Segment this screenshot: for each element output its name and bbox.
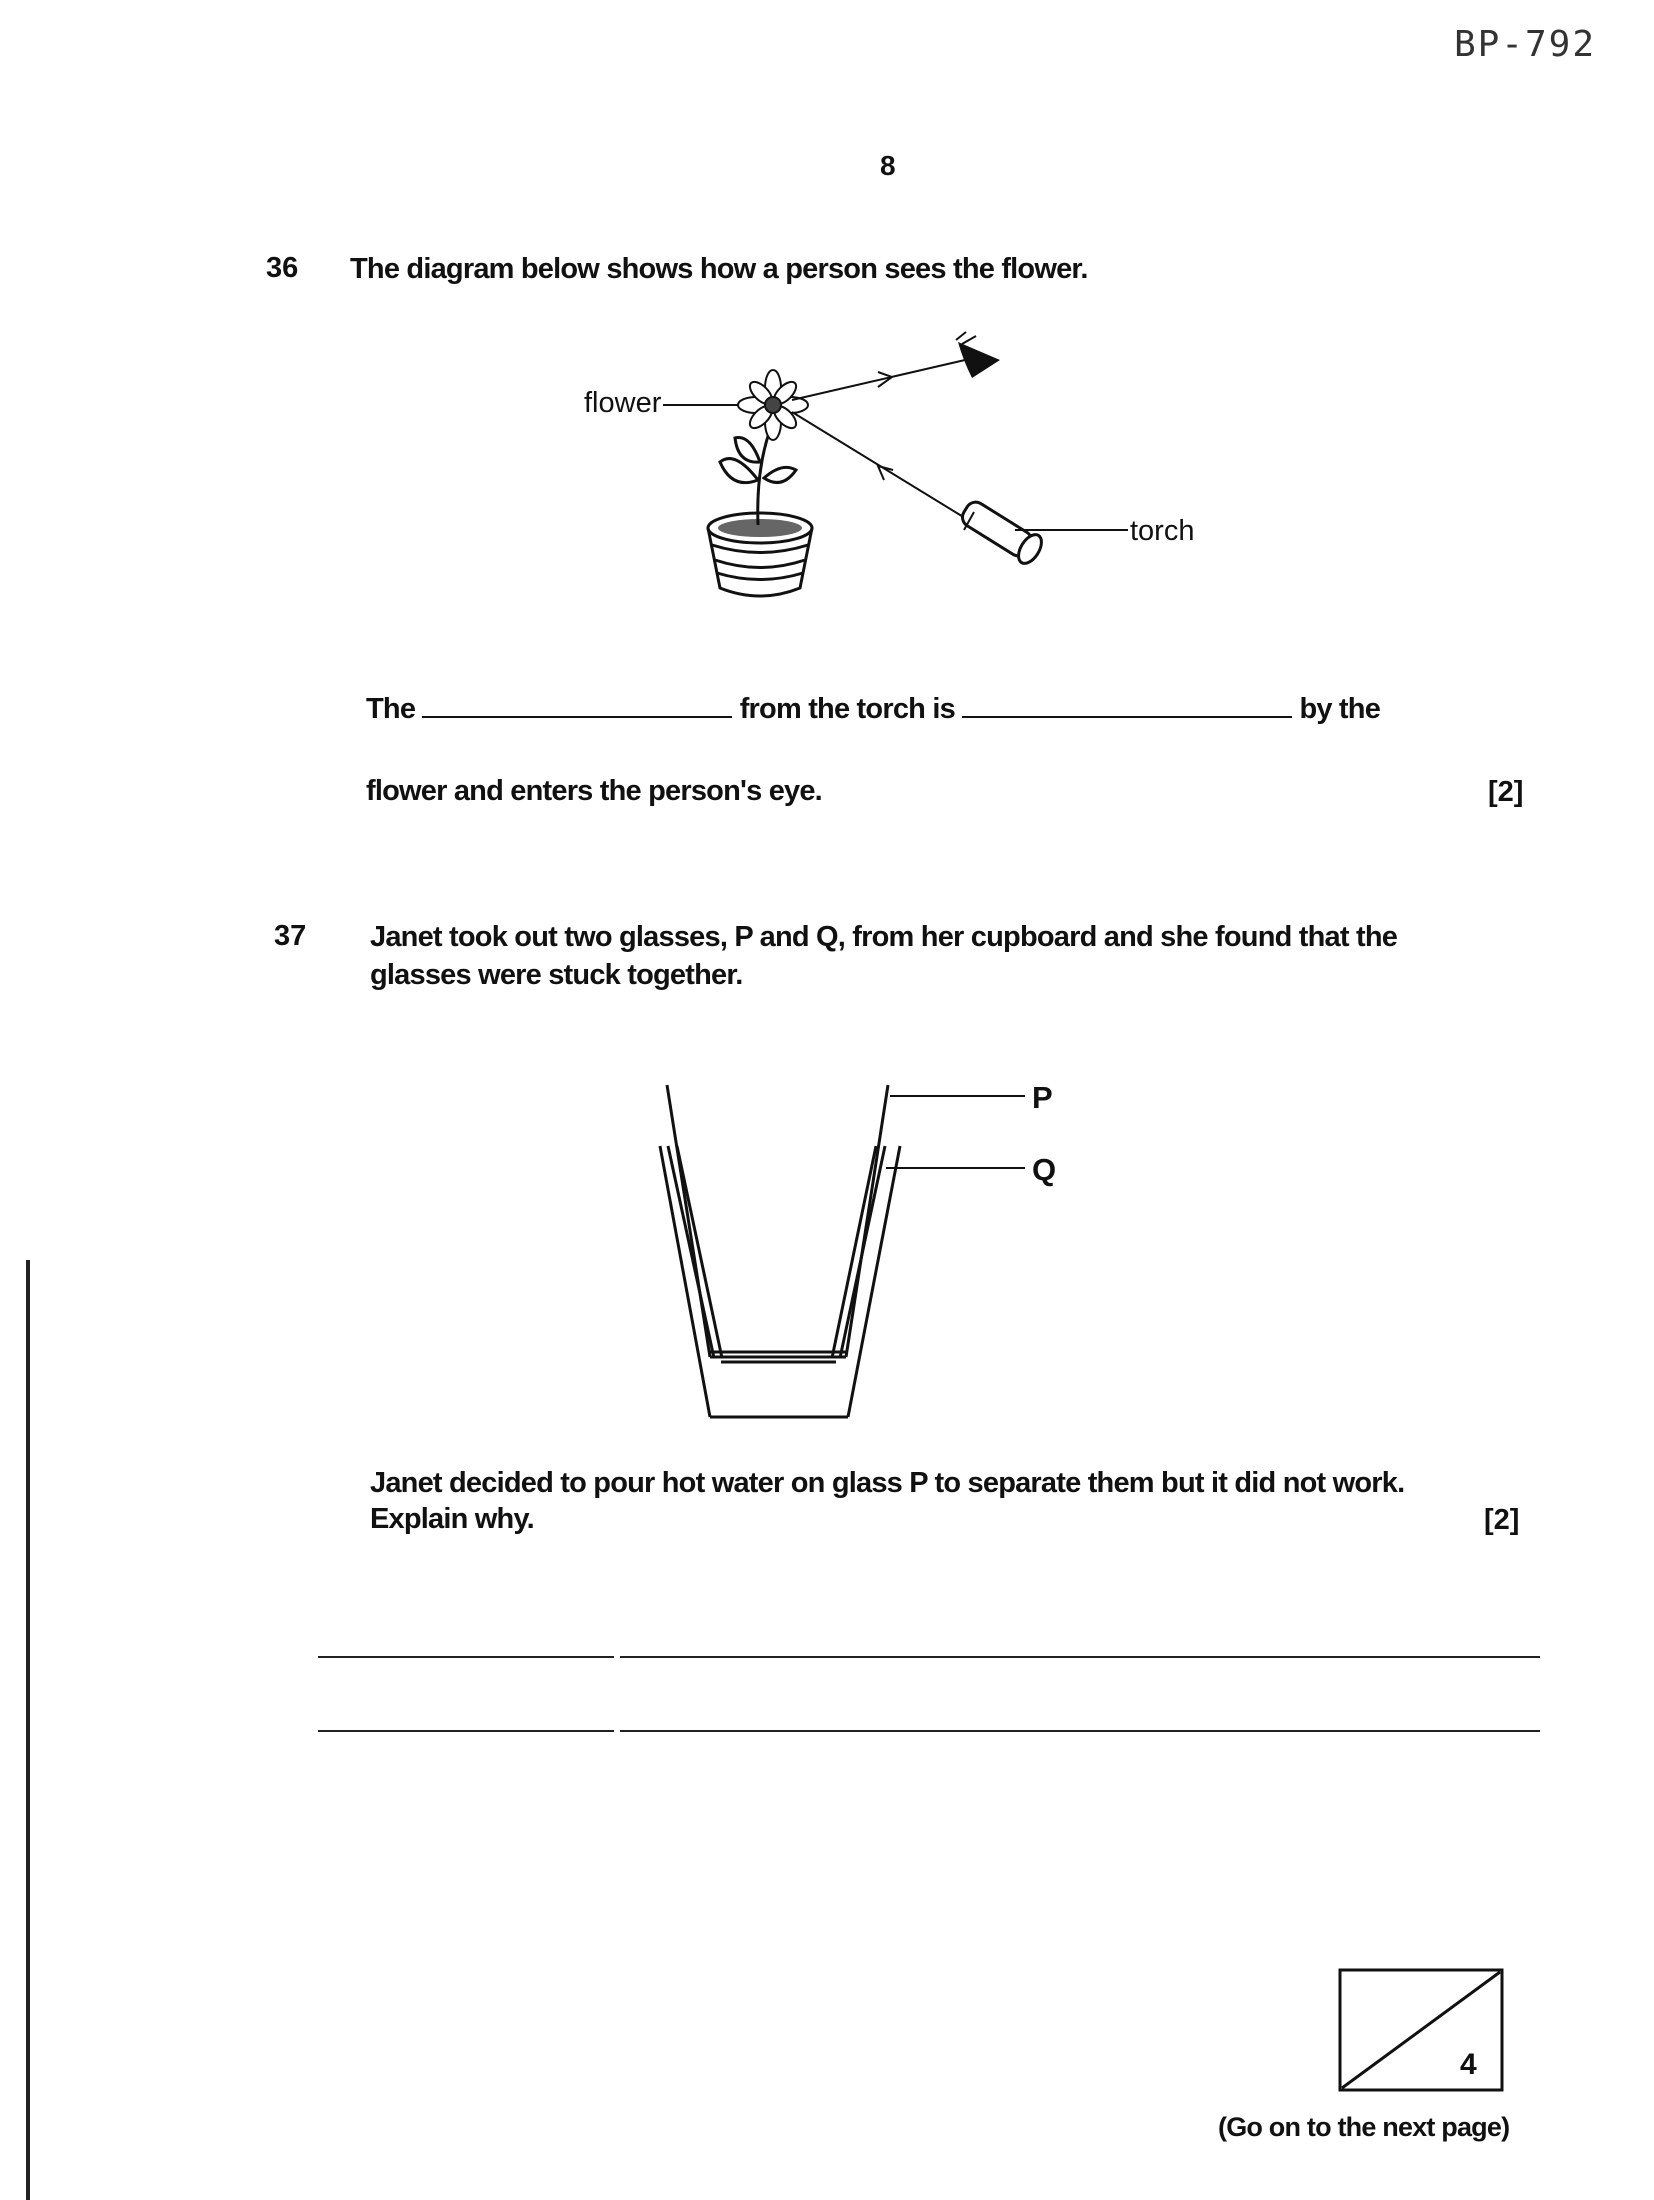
document-code: BP-792 [1453,24,1596,65]
sentence-start: The [366,693,416,725]
question-36-prompt: The diagram below shows how a person sees the flower. [350,253,1088,285]
answer-blank-1[interactable] [422,715,732,718]
glass-p [667,1085,888,1357]
glass-q [668,1146,885,1417]
go-on-notice: (Go on to the next page) [1218,2112,1510,2142]
glass-q-label: Q [1032,1152,1057,1187]
eye-icon [956,332,1000,378]
flower-light-diagram [560,330,1240,620]
question-36-sentence-line2: flower and enters the person's eye. [366,775,822,807]
answer-line-1b[interactable] [620,1656,1540,1658]
sentence-mid: from the torch is [739,693,955,725]
glass-p-label: P [1032,1080,1053,1115]
stacked-glasses-diagram [640,1060,1100,1430]
torch-icon [959,498,1046,567]
sentence-end: by the [1299,693,1381,725]
flower-plant [720,430,796,525]
question-37-prompt-line2: glasses were stuck together. [370,959,743,991]
answer-line-1a[interactable] [318,1656,614,1658]
question-36-sentence [366,690,1466,728]
question-36-marks: [2] [1488,776,1524,808]
question-37-prompt-line1: Janet took out two glasses, P and Q, from her cupboard and she found that the [370,921,1398,953]
flower-label: flower [584,387,662,419]
incident-ray [792,412,965,518]
question-37-followup-line2: Explain why. [370,1503,534,1535]
binding-edge [26,1260,30,2200]
flower-head [738,370,808,440]
question-37-followup-line1: Janet decided to pour hot water on glass P to separate them but it did not work. [370,1467,1405,1499]
answer-line-2b[interactable] [620,1730,1540,1732]
question-37-number: 37 [274,920,307,952]
reflected-ray [792,360,965,400]
answer-blank-2[interactable] [962,715,1292,718]
score-box-value: 4 [1460,2048,1477,2081]
flower-pot [708,513,812,596]
answer-line-2a[interactable] [318,1730,614,1732]
score-box [1338,1968,1504,2092]
page-number: 8 [880,150,896,181]
question-37-marks: [2] [1484,1504,1520,1536]
question-36-number: 36 [266,252,299,284]
torch-label: torch [1130,515,1195,547]
